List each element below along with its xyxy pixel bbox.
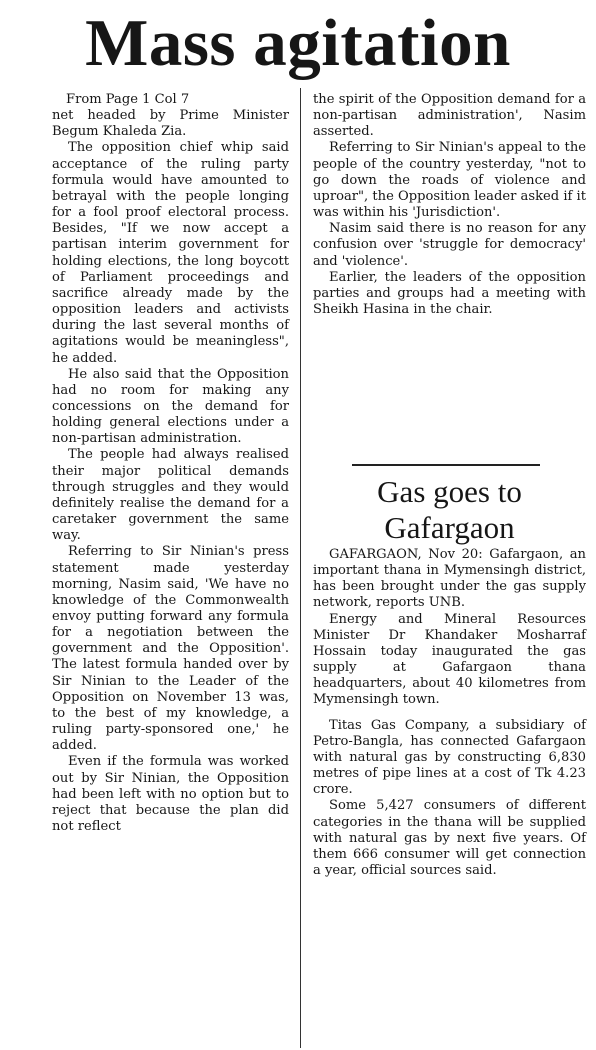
article-paragraph: net headed by Prime Minister Begum Khaleda Zia. xyxy=(52,108,289,140)
article-paragraph: Referring to Sir Ninian's press statement made yesterday morning, Nasim said, 'We have no knowledge of the Commonwealth envoy putting forward any formula for a negotiation between the government and the Opposition'. The latest formula handed over by Sir Ninian to the Leader of the Opposition on November 13 was, to the best of my knowledge, a ruling party-sponsored one,' he added. xyxy=(52,544,289,754)
gas-story-paragraph: Some 5,427 consumers of different categories in the thana will be supplied with natural gas by next five years. Of them 666 consumer will get connection a year, official sources said. xyxy=(313,798,586,878)
jump-line: From Page 1 Col 7 xyxy=(66,92,190,107)
gas-story-paragraph: GAFARGAON, Nov 20: Gafargaon, an important thana in Mymensingh district, has been brought under the gas supply network, reports UNB. xyxy=(313,547,586,611)
right-column xyxy=(313,92,586,318)
gas-story-headline: Gas goes to Gafargaon xyxy=(377,474,522,545)
gas-story-body xyxy=(313,547,586,879)
headline: Mass agitation xyxy=(85,6,511,80)
left-column xyxy=(52,92,289,835)
gas-story-paragraph: Titas Gas Company, a subsidiary of Petro-Bangla, has connected Gafargaon with natural gas by constructing 6,830 metres of pipe lines at a cost of Tk 4.23 crore. xyxy=(313,717,586,798)
article-paragraph: The opposition chief whip said acceptance of the ruling party formula would have amounted to betrayal with the people longing for a fool proof electoral process. Besides, "If we now accept a partisan interim government for holding elections, the long boycott of Parliament proceedings and sacrifice already made by the opposition leaders and activists during the last several months of agitations would be meaningless", he added. xyxy=(52,140,289,366)
article-paragraph: Referring to Sir Ninian's appeal to the people of the country yesterday, "not to go down the roads of violence and uproar", the Opposition leader asked if it was within his 'Jurisdiction'. xyxy=(313,140,586,221)
article-paragraph: the spirit of the Opposition demand for a non-partisan administration', Nasim asserted. xyxy=(313,92,586,140)
article-paragraph: Even if the formula was worked out by Sir Ninian, the Opposition had been left with no option but to reject that because the plan did not reflect xyxy=(52,754,289,835)
article-paragraph: The people had always realised their major political demands through struggles and they would definitely realise the demand for a caretaker government the same way. xyxy=(52,447,289,544)
article-paragraph: Earlier, the leaders of the opposition parties and groups had a meeting with Sheikh Hasina in the chair. xyxy=(313,269,586,318)
gas-story-paragraph: Energy and Mineral Resources Minister Dr Khandaker Mosharraf Hossain today inaugurated the gas supply at Gafargaon thana headquarters, about 40 kilometres from Mymensingh town. xyxy=(313,611,586,708)
article-paragraph: He also said that the Opposition had no room for making any concessions on the demand for holding general elections under a non-partisan administration. xyxy=(52,366,289,447)
article-paragraph: Nasim said there is no reason for any confusion over 'struggle for democracy' and 'violence'. xyxy=(313,221,586,269)
section-divider xyxy=(352,464,540,466)
column-divider xyxy=(300,88,301,1048)
